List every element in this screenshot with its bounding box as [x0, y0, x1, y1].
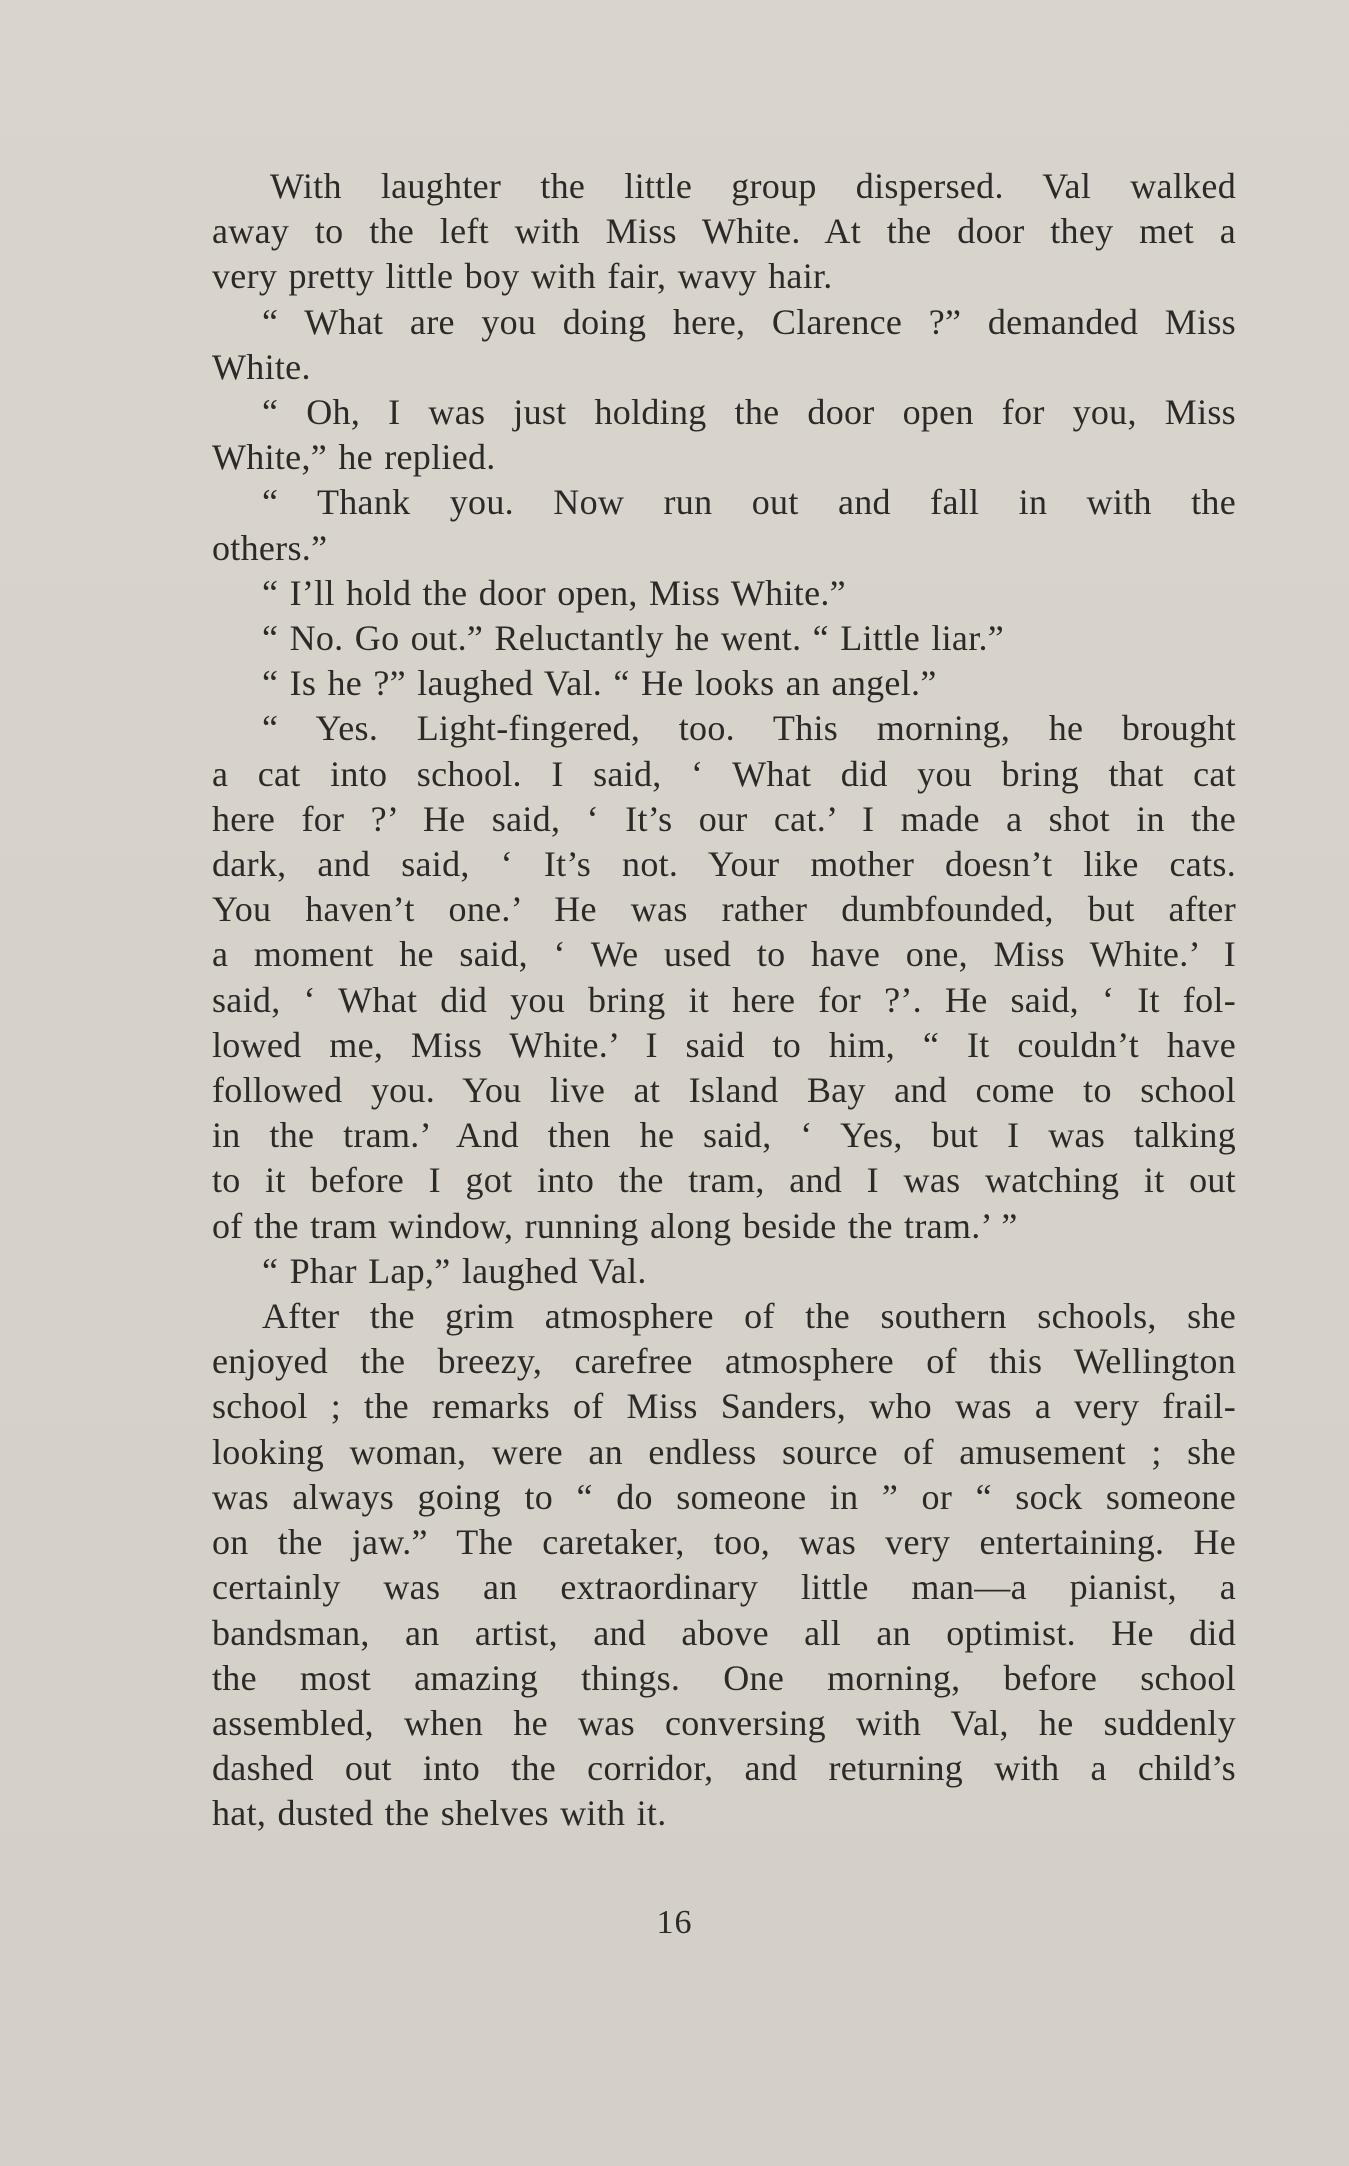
- page-number: 16: [656, 1904, 693, 1941]
- text-line: away to the left with Miss White. At the door they met a: [212, 211, 1236, 252]
- text-line: assembled, when he was conversing with Val, he suddenly: [212, 1702, 1236, 1743]
- text-line: to it before I got into the tram, and I was watching it out: [212, 1160, 1236, 1201]
- text-line: enjoyed the breezy, carefree atmosphere of this Wellington: [212, 1341, 1236, 1382]
- text-line: a cat into school. I said, ‘ What did you bring that cat: [212, 753, 1236, 794]
- text-line: White.: [212, 346, 311, 387]
- text-line: “ Is he ?” laughed Val. “ He looks an angel.”: [262, 663, 937, 704]
- text-line: “ What are you doing here, Clarence ?” demanded Miss: [262, 301, 1236, 342]
- text-line: dashed out into the corridor, and returning with a child’s: [212, 1748, 1236, 1789]
- text-line: very pretty little boy with fair, wavy hair.: [212, 256, 833, 297]
- text-line: After the grim atmosphere of the southern schools, she: [262, 1296, 1236, 1337]
- text-line: others.”: [212, 527, 328, 568]
- text-line: You haven’t one.’ He was rather dumbfounded, but after: [212, 889, 1236, 930]
- text-line: “ I’ll hold the door open, Miss White.”: [262, 572, 846, 613]
- text-line: With laughter the little group dispersed. Val walked: [270, 166, 1236, 206]
- text-line: a moment he said, ‘ We used to have one, Miss White.’ I: [212, 934, 1236, 975]
- text-line: bandsman, an artist, and above all an optimist. He did: [212, 1612, 1236, 1653]
- body-text: [212, 164, 1236, 1837]
- text-line: dark, and said, ‘ It’s not. Your mother doesn’t like cats.: [212, 844, 1236, 885]
- text-line: the most amazing things. One morning, before school: [212, 1657, 1236, 1698]
- text-line: school ; the remarks of Miss Sanders, who was a very frail-: [212, 1386, 1236, 1427]
- text-line: “ Oh, I was just holding the door open for you, Miss: [262, 392, 1236, 433]
- text-line: on the jaw.” The caretaker, too, was very entertaining. He: [212, 1522, 1236, 1563]
- text-line: of the tram window, running along beside the tram.’ ”: [212, 1205, 1018, 1246]
- text-line: followed you. You live at Island Bay and come to school: [212, 1070, 1236, 1111]
- text-line: said, ‘ What did you bring it here for ?’. He said, ‘ It fol-: [212, 979, 1236, 1020]
- text-line: “ Phar Lap,” laughed Val.: [262, 1250, 647, 1291]
- text-line: certainly was an extraordinary little man—a pianist, a: [212, 1567, 1236, 1608]
- text-line: lowed me, Miss White.’ I said to him, “ It couldn’t have: [212, 1024, 1236, 1065]
- text-line: White,” he replied.: [212, 437, 496, 478]
- text-line: here for ?’ He said, ‘ It’s our cat.’ I made a shot in the: [212, 798, 1236, 839]
- text-line: “ Thank you. Now run out and fall in with the: [262, 482, 1236, 523]
- text-line: in the tram.’ And then he said, ‘ Yes, but I was talking: [212, 1115, 1236, 1156]
- text-line: was always going to “ do someone in ” or “ sock someone: [212, 1476, 1236, 1517]
- text-line: hat, dusted the shelves with it.: [212, 1793, 667, 1834]
- text-line: looking woman, were an endless source of amusement ; she: [212, 1431, 1236, 1472]
- text-line: “ No. Go out.” Reluctantly he went. “ Little liar.”: [262, 618, 1005, 659]
- text-line: “ Yes. Light-fingered, too. This morning, he brought: [262, 708, 1236, 749]
